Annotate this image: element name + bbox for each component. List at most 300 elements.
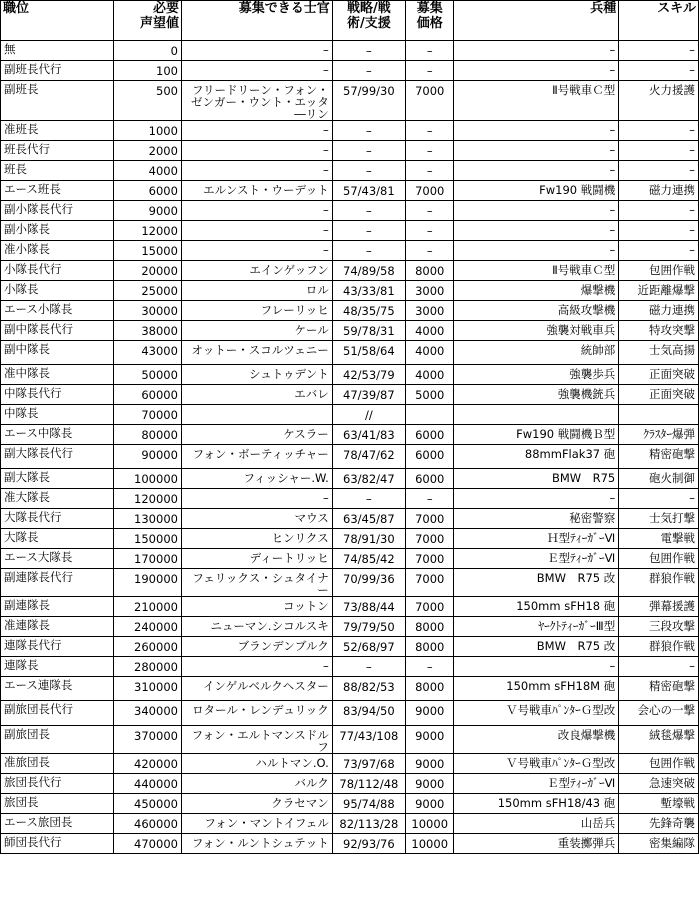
cell-skill: 特攻突撃 — [619, 321, 699, 341]
cell-stats: – — [332, 141, 405, 161]
cell-cost: 5000 — [405, 385, 453, 405]
cell-position: 准小隊長 — [1, 241, 114, 261]
cell-cost: 3000 — [405, 281, 453, 301]
cell-skill: 砲火制御 — [619, 469, 699, 489]
cell-position: 副連隊長 — [1, 597, 114, 617]
cell-cost: – — [405, 161, 453, 181]
cell-cost: 9000 — [405, 794, 453, 814]
cell-required-reputation: 440000 — [114, 774, 182, 794]
cell-unit-type: – — [454, 121, 619, 141]
cell-cost: – — [405, 41, 453, 61]
cell-cost: 7000 — [405, 549, 453, 569]
cell-position: 班長 — [1, 161, 114, 181]
cell-position: 准大隊長 — [1, 489, 114, 509]
cell-position: エース連隊長 — [1, 677, 114, 701]
cell-position: 連隊長 — [1, 657, 114, 677]
cell-cost: 7000 — [405, 81, 453, 121]
cell-skill: 包囲作戦 — [619, 549, 699, 569]
cell-unit-type: – — [454, 161, 619, 181]
cell-unit-type: 強襲歩兵 — [454, 365, 619, 385]
cell-cost: 7000 — [405, 529, 453, 549]
cell-skill: – — [619, 41, 699, 61]
cell-cost: 9000 — [405, 774, 453, 794]
cell-officer: ニューマン.シコルスキ — [181, 617, 332, 637]
cell-unit-type: BMW R75 改 — [454, 569, 619, 597]
cell-officer: フリードリーン・フォン・ゼンガー・ウント・エッタ―リン — [181, 81, 332, 121]
cell-skill: 磁力連携 — [619, 181, 699, 201]
cell-unit-type: Fw190 戦闘機 — [454, 181, 619, 201]
cell-cost: 6000 — [405, 469, 453, 489]
cell-position: 准中隊長 — [1, 365, 114, 385]
table-row — [1, 121, 699, 141]
cell-officer: – — [181, 657, 332, 677]
cell-officer: フォン・ボーティッチャー — [181, 445, 332, 469]
cell-unit-type: – — [454, 241, 619, 261]
cell-required-reputation: 80000 — [114, 425, 182, 445]
cell-position: エース大隊長 — [1, 549, 114, 569]
table-row — [1, 181, 699, 201]
cell-stats: 78/112/48 — [332, 774, 405, 794]
cell-skill: 三段攻撃 — [619, 617, 699, 637]
cell-officer: フレーリッヒ — [181, 301, 332, 321]
cell-officer: ヒンリクス — [181, 529, 332, 549]
cell-unit-type — [454, 405, 619, 425]
table-row — [1, 726, 699, 754]
cell-required-reputation: 240000 — [114, 617, 182, 637]
cell-skill: 密集編隊 — [619, 834, 699, 854]
cell-position: 副旅団長 — [1, 726, 114, 754]
cell-position: 副班長代行 — [1, 61, 114, 81]
cell-officer: ロル — [181, 281, 332, 301]
cell-unit-type: 150mm sFH18 砲 — [454, 597, 619, 617]
cell-stats: 47/39/87 — [332, 385, 405, 405]
cell-unit-type: 秘密警察 — [454, 509, 619, 529]
cell-officer: – — [181, 241, 332, 261]
table-row — [1, 469, 699, 489]
cell-stats: 63/82/47 — [332, 469, 405, 489]
cell-cost: 8000 — [405, 677, 453, 701]
cell-officer: クラセマン — [181, 794, 332, 814]
cell-required-reputation: 1000 — [114, 121, 182, 141]
cell-position: 師団長代行 — [1, 834, 114, 854]
cell-cost: 4000 — [405, 321, 453, 341]
cell-unit-type: – — [454, 141, 619, 161]
cell-unit-type: Ⅱ号戦車Ｃ型 — [454, 81, 619, 121]
cell-required-reputation: 460000 — [114, 814, 182, 834]
cell-stats: 92/93/76 — [332, 834, 405, 854]
cell-stats: – — [332, 241, 405, 261]
cell-stats: 59/78/31 — [332, 321, 405, 341]
cell-unit-type: 改良爆撃機 — [454, 726, 619, 754]
cell-unit-type: BMW R75 — [454, 469, 619, 489]
table-row — [1, 261, 699, 281]
cell-position: 副大隊長 — [1, 469, 114, 489]
table-row — [1, 81, 699, 121]
cell-officer: マウス — [181, 509, 332, 529]
cell-cost: – — [405, 201, 453, 221]
cell-cost: 8000 — [405, 617, 453, 637]
cell-officer: ブランデンブルク — [181, 637, 332, 657]
cell-skill: 弾幕援護 — [619, 597, 699, 617]
table-row — [1, 814, 699, 834]
header-skill: スキル — [619, 1, 699, 41]
cell-stats: 57/43/81 — [332, 181, 405, 201]
cell-stats: – — [332, 41, 405, 61]
cell-skill: 正面突破 — [619, 385, 699, 405]
cell-required-reputation: 210000 — [114, 597, 182, 617]
cell-position: 大隊長代行 — [1, 509, 114, 529]
cell-stats: 74/85/42 — [332, 549, 405, 569]
cell-position: エース班長 — [1, 181, 114, 201]
cell-officer: インゲルベルクヘスター — [181, 677, 332, 701]
cell-required-reputation: 9000 — [114, 201, 182, 221]
cell-required-reputation: 310000 — [114, 677, 182, 701]
cell-stats: – — [332, 657, 405, 677]
cell-stats: – — [332, 489, 405, 509]
cell-position: 准班長 — [1, 121, 114, 141]
cell-unit-type: – — [454, 61, 619, 81]
cell-required-reputation: 30000 — [114, 301, 182, 321]
cell-skill: 士気打撃 — [619, 509, 699, 529]
table-row — [1, 385, 699, 405]
header-cost: 募集 価格 — [405, 1, 453, 41]
table-row — [1, 569, 699, 597]
cell-required-reputation: 470000 — [114, 834, 182, 854]
cell-officer: – — [181, 221, 332, 241]
cell-skill: 近距離爆撃 — [619, 281, 699, 301]
cell-unit-type: ﾔｰｸﾄﾃｨｰｶﾞｰⅢ型 — [454, 617, 619, 637]
cell-officer: ロタール・レンデュリック — [181, 701, 332, 726]
cell-stats: 78/47/62 — [332, 445, 405, 469]
cell-officer: オットー・スコルツェニー — [181, 341, 332, 365]
cell-cost: 7000 — [405, 569, 453, 597]
cell-cost: – — [405, 221, 453, 241]
cell-required-reputation: 130000 — [114, 509, 182, 529]
cell-required-reputation: 170000 — [114, 549, 182, 569]
table-row — [1, 754, 699, 774]
cell-required-reputation: 38000 — [114, 321, 182, 341]
cell-unit-type: Ｅ型ﾃｨｰｶﾞｰⅥ — [454, 774, 619, 794]
cell-unit-type: 統帥部 — [454, 341, 619, 365]
cell-cost: – — [405, 61, 453, 81]
table-row — [1, 221, 699, 241]
cell-officer — [181, 405, 332, 425]
cell-skill: – — [619, 201, 699, 221]
cell-required-reputation: 90000 — [114, 445, 182, 469]
table-row — [1, 834, 699, 854]
table-row — [1, 405, 699, 425]
cell-required-reputation: 20000 — [114, 261, 182, 281]
cell-officer: – — [181, 201, 332, 221]
table-row — [1, 161, 699, 181]
cell-required-reputation: 0 — [114, 41, 182, 61]
cell-stats: 73/97/68 — [332, 754, 405, 774]
cell-unit-type: – — [454, 41, 619, 61]
cell-cost — [405, 405, 453, 425]
cell-position: エース小隊長 — [1, 301, 114, 321]
cell-position: 小隊長 — [1, 281, 114, 301]
cell-stats: 57/99/30 — [332, 81, 405, 121]
cell-skill — [619, 405, 699, 425]
cell-required-reputation: 100 — [114, 61, 182, 81]
cell-cost: – — [405, 241, 453, 261]
table-row — [1, 794, 699, 814]
cell-stats: – — [332, 161, 405, 181]
cell-unit-type: Fw190 戦闘機Ｂ型 — [454, 425, 619, 445]
cell-unit-type: 88mmFlak37 砲 — [454, 445, 619, 469]
cell-required-reputation: 4000 — [114, 161, 182, 181]
cell-unit-type: 爆撃機 — [454, 281, 619, 301]
cell-position: 副班長 — [1, 81, 114, 121]
table-row — [1, 41, 699, 61]
table-row — [1, 549, 699, 569]
cell-officer: ケスラー — [181, 425, 332, 445]
cell-stats: 78/91/30 — [332, 529, 405, 549]
cell-cost: 3000 — [405, 301, 453, 321]
cell-cost: 7000 — [405, 181, 453, 201]
cell-officer: フォン・エルトマンスドルフ — [181, 726, 332, 754]
cell-officer: – — [181, 121, 332, 141]
cell-stats: – — [332, 221, 405, 241]
cell-cost: 10000 — [405, 834, 453, 854]
cell-skill: 精密砲撃 — [619, 677, 699, 701]
table-row — [1, 321, 699, 341]
cell-skill: 士気高揚 — [619, 341, 699, 365]
cell-officer: フォン・マントイフェル — [181, 814, 332, 834]
table-row — [1, 365, 699, 385]
table-row — [1, 701, 699, 726]
header-required-reputation: 必要 声望値 — [114, 1, 182, 41]
cell-officer: フォン・ルントシュテット — [181, 834, 332, 854]
cell-cost: 6000 — [405, 445, 453, 469]
cell-position: 副大隊長代行 — [1, 445, 114, 469]
cell-stats: 43/33/81 — [332, 281, 405, 301]
cell-position: 中隊長代行 — [1, 385, 114, 405]
cell-cost: – — [405, 141, 453, 161]
cell-cost: – — [405, 121, 453, 141]
cell-skill: 包囲作戦 — [619, 754, 699, 774]
cell-skill: – — [619, 489, 699, 509]
cell-cost: 9000 — [405, 726, 453, 754]
cell-officer: バルク — [181, 774, 332, 794]
cell-position: 副小隊長代行 — [1, 201, 114, 221]
cell-officer: – — [181, 41, 332, 61]
cell-position: エース旅団長 — [1, 814, 114, 834]
table-row — [1, 425, 699, 445]
cell-skill: 正面突破 — [619, 365, 699, 385]
cell-unit-type: – — [454, 657, 619, 677]
cell-officer: ディートリッヒ — [181, 549, 332, 569]
cell-position: 中隊長 — [1, 405, 114, 425]
cell-skill: 会心の一撃 — [619, 701, 699, 726]
cell-skill: – — [619, 221, 699, 241]
table-row — [1, 201, 699, 221]
cell-unit-type: – — [454, 201, 619, 221]
cell-unit-type: 山岳兵 — [454, 814, 619, 834]
cell-required-reputation: 43000 — [114, 341, 182, 365]
cell-unit-type: 150mm sFH18/43 砲 — [454, 794, 619, 814]
header-row — [1, 1, 699, 41]
cell-stats: 52/68/97 — [332, 637, 405, 657]
cell-officer: – — [181, 489, 332, 509]
cell-unit-type: 強襲機銃兵 — [454, 385, 619, 405]
cell-skill: 群狼作戦 — [619, 637, 699, 657]
cell-required-reputation: 2000 — [114, 141, 182, 161]
cell-cost: 4000 — [405, 365, 453, 385]
cell-required-reputation: 6000 — [114, 181, 182, 201]
cell-position: 大隊長 — [1, 529, 114, 549]
cell-skill: 包囲作戦 — [619, 261, 699, 281]
table-row — [1, 637, 699, 657]
cell-stats: 88/82/53 — [332, 677, 405, 701]
cell-officer: フィッシャー.W. — [181, 469, 332, 489]
table-row — [1, 61, 699, 81]
table-row — [1, 529, 699, 549]
cell-required-reputation: 340000 — [114, 701, 182, 726]
cell-unit-type: 150mm sFH18M 砲 — [454, 677, 619, 701]
cell-unit-type: 重装擲弾兵 — [454, 834, 619, 854]
cell-skill: – — [619, 657, 699, 677]
cell-unit-type: Ｖ号戦車ﾊﾟﾝﾀｰＧ型改 — [454, 701, 619, 726]
cell-required-reputation: 60000 — [114, 385, 182, 405]
cell-required-reputation: 190000 — [114, 569, 182, 597]
cell-position: 旅団長代行 — [1, 774, 114, 794]
header-recruitable-officer: 募集できる士官 — [181, 1, 332, 41]
cell-required-reputation: 25000 — [114, 281, 182, 301]
cell-cost: 8000 — [405, 637, 453, 657]
cell-position: 連隊長代行 — [1, 637, 114, 657]
table-row — [1, 509, 699, 529]
cell-skill: ｸﾗｽﾀｰ爆弾 — [619, 425, 699, 445]
cell-skill: – — [619, 121, 699, 141]
cell-cost: 8000 — [405, 261, 453, 281]
cell-cost: 10000 — [405, 814, 453, 834]
cell-stats: 48/35/75 — [332, 301, 405, 321]
cell-officer: ハルトマン.O. — [181, 754, 332, 774]
cell-skill: – — [619, 141, 699, 161]
cell-stats: 79/79/50 — [332, 617, 405, 637]
cell-officer: エバレ — [181, 385, 332, 405]
cell-cost: – — [405, 657, 453, 677]
table-row — [1, 677, 699, 701]
cell-position: 副小隊長 — [1, 221, 114, 241]
cell-skill: – — [619, 61, 699, 81]
cell-unit-type: Ｖ号戦車ﾊﾟﾝﾀｰＧ型改 — [454, 754, 619, 774]
cell-officer: – — [181, 61, 332, 81]
table-row — [1, 617, 699, 637]
cell-position: 班長代行 — [1, 141, 114, 161]
cell-required-reputation: 500 — [114, 81, 182, 121]
cell-stats: – — [332, 121, 405, 141]
cell-skill: 磁力連携 — [619, 301, 699, 321]
table-row — [1, 301, 699, 321]
cell-required-reputation: 150000 — [114, 529, 182, 549]
cell-position: 准連隊長 — [1, 617, 114, 637]
cell-skill: 群狼作戦 — [619, 569, 699, 597]
table-row — [1, 597, 699, 617]
cell-required-reputation: 420000 — [114, 754, 182, 774]
cell-stats: 82/113/28 — [332, 814, 405, 834]
cell-required-reputation: 12000 — [114, 221, 182, 241]
cell-position: 旅団長 — [1, 794, 114, 814]
cell-required-reputation: 70000 — [114, 405, 182, 425]
cell-cost: – — [405, 489, 453, 509]
cell-cost: 4000 — [405, 341, 453, 365]
cell-unit-type: BMW R75 改 — [454, 637, 619, 657]
cell-stats: 63/45/87 — [332, 509, 405, 529]
cell-unit-type: Ｈ型ﾃｨｰｶﾞｰⅥ — [454, 529, 619, 549]
cell-unit-type: Ⅱ号戦車Ｃ型 — [454, 261, 619, 281]
cell-officer: ケール — [181, 321, 332, 341]
cell-skill: 電撃戦 — [619, 529, 699, 549]
cell-position: 無 — [1, 41, 114, 61]
cell-skill: 精密砲撃 — [619, 445, 699, 469]
cell-stats: 73/88/44 — [332, 597, 405, 617]
cell-stats: 95/74/88 — [332, 794, 405, 814]
cell-required-reputation: 370000 — [114, 726, 182, 754]
cell-unit-type: 強襲対戦車兵 — [454, 321, 619, 341]
cell-stats: – — [332, 201, 405, 221]
cell-required-reputation: 260000 — [114, 637, 182, 657]
table-row — [1, 241, 699, 261]
cell-position: エース中隊長 — [1, 425, 114, 445]
cell-position: 副中隊長 — [1, 341, 114, 365]
cell-skill: 急速突破 — [619, 774, 699, 794]
table-row — [1, 341, 699, 365]
cell-skill: – — [619, 241, 699, 261]
cell-position: 小隊長代行 — [1, 261, 114, 281]
cell-required-reputation: 15000 — [114, 241, 182, 261]
table-row — [1, 141, 699, 161]
table-row — [1, 657, 699, 677]
cell-skill: 塹壕戦 — [619, 794, 699, 814]
cell-officer: エインゲッフン — [181, 261, 332, 281]
cell-unit-type: Ｅ型ﾃｨｰｶﾞｰⅥ — [454, 549, 619, 569]
cell-officer: – — [181, 141, 332, 161]
cell-cost: 9000 — [405, 754, 453, 774]
cell-required-reputation: 50000 — [114, 365, 182, 385]
cell-cost: 7000 — [405, 509, 453, 529]
header-stats: 戦略/戦 術/支援 — [332, 1, 405, 41]
cell-officer: フェリックス・シュタイナー — [181, 569, 332, 597]
cell-position: 副中隊長代行 — [1, 321, 114, 341]
cell-position: 副旅団長代行 — [1, 701, 114, 726]
cell-stats: 74/89/58 — [332, 261, 405, 281]
cell-stats: – — [332, 61, 405, 81]
cell-skill: 火力援護 — [619, 81, 699, 121]
cell-position: 副連隊長代行 — [1, 569, 114, 597]
cell-required-reputation: 100000 — [114, 469, 182, 489]
cell-officer: コットン — [181, 597, 332, 617]
header-unit-type: 兵種 — [454, 1, 619, 41]
cell-officer: エルンスト・ウーデット — [181, 181, 332, 201]
cell-cost: 9000 — [405, 701, 453, 726]
cell-cost: 7000 — [405, 597, 453, 617]
cell-unit-type: – — [454, 489, 619, 509]
cell-skill: 先鋒奇襲 — [619, 814, 699, 834]
cell-stats: 51/58/64 — [332, 341, 405, 365]
table-row — [1, 774, 699, 794]
cell-officer: – — [181, 161, 332, 181]
table-row — [1, 445, 699, 469]
header-position: 職位 — [1, 1, 114, 41]
cell-required-reputation: 280000 — [114, 657, 182, 677]
cell-stats: 77/43/108 — [332, 726, 405, 754]
cell-required-reputation: 120000 — [114, 489, 182, 509]
cell-stats: // — [332, 405, 405, 425]
cell-stats: 63/41/83 — [332, 425, 405, 445]
cell-unit-type: 高級攻撃機 — [454, 301, 619, 321]
